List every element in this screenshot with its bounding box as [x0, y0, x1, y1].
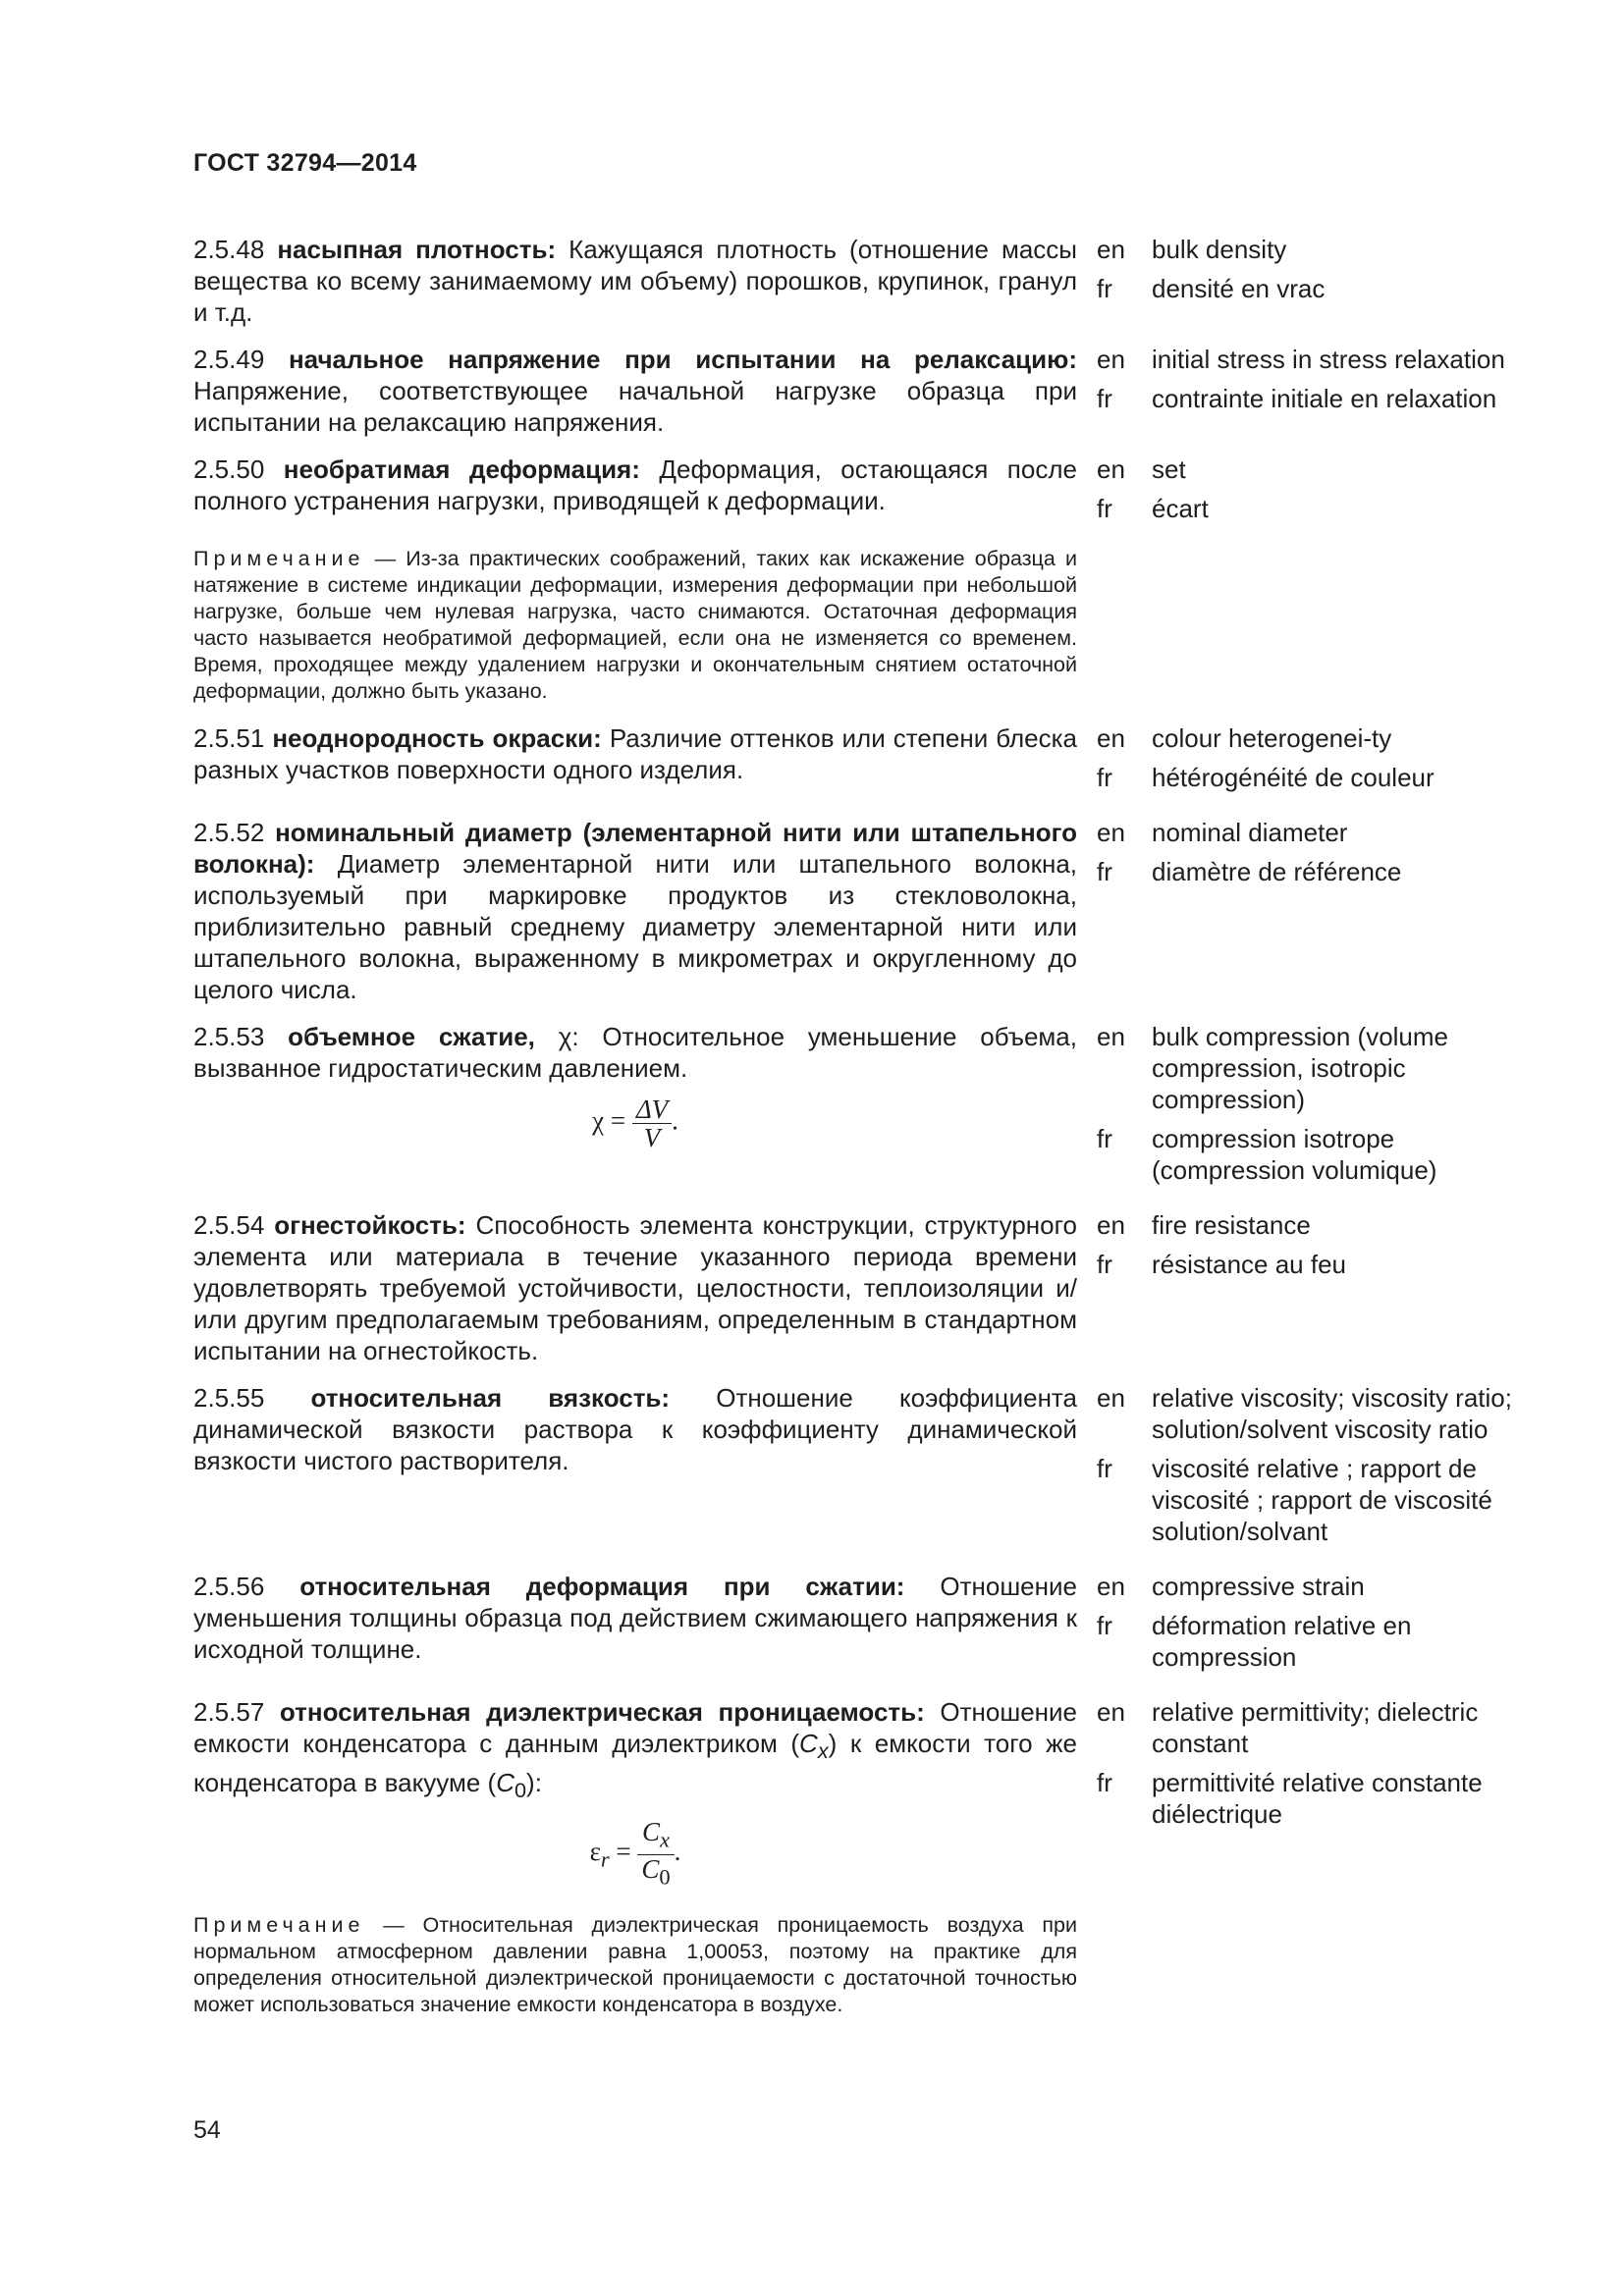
term-en: colour heterogenei-ty: [1152, 723, 1392, 753]
lang-en: en: [1097, 1572, 1125, 1601]
term-definition: [193, 722, 1077, 801]
term-number: 2.5.56: [193, 1572, 265, 1601]
term-entry-2-5-54: [193, 1209, 1529, 1366]
translations: [1097, 1696, 1529, 1898]
term-entry-2-5-52: [193, 817, 1529, 1005]
translations: [1097, 454, 1529, 532]
term-title: относительная деформация при сжатии:: [299, 1572, 905, 1601]
term-entry-2-5-50: [193, 454, 1529, 532]
translations: [1097, 344, 1529, 438]
document-header: ГОСТ 32794—2014: [193, 149, 417, 177]
term-number: 2.5.50: [193, 454, 265, 484]
term-text: Способность элемента конструкции, структурного элемента или материала в течение указанного периода времени удовлетворять требуемой устойчивости, целостности, теплоизоляции и/или другим предполагаемым требованиям, определенным в стандартном испытании на огнестойкость.: [193, 1210, 1077, 1365]
term-title: насыпная плотность:: [277, 235, 557, 264]
term-title: неоднородность окраски:: [272, 723, 602, 753]
term-entry-2-5-51: [193, 722, 1529, 801]
term-text: Отношение уменьшения толщины образца под действием сжимающего напряжения к исходной толщине.: [193, 1572, 1077, 1664]
term-en: bulk density: [1152, 235, 1287, 264]
term-entry-2-5-55: [193, 1382, 1529, 1555]
term-number: 2.5.52: [193, 818, 265, 847]
term-number: 2.5.53: [193, 1022, 265, 1051]
translations: [1097, 1571, 1529, 1681]
lang-en: en: [1097, 235, 1125, 264]
symbol-c: C: [496, 1768, 514, 1798]
term-number: 2.5.57: [193, 1697, 265, 1727]
lang-fr: fr: [1097, 1611, 1112, 1640]
symbol-sub-x: x: [817, 1738, 829, 1764]
term-text-c: ):: [526, 1768, 542, 1798]
term-entry-2-5-49: [193, 344, 1529, 438]
lang-fr: fr: [1097, 857, 1112, 886]
term-number: 2.5.51: [193, 723, 265, 753]
term-number: 2.5.55: [193, 1383, 265, 1413]
term-title: номинальный диаметр (элементарной нити или штапельного волокна):: [193, 818, 1077, 879]
lang-fr: fr: [1097, 274, 1112, 303]
formula-denominator-symbol: C: [641, 1853, 660, 1884]
translations: [1097, 1382, 1529, 1555]
lang-fr: fr: [1097, 1250, 1112, 1279]
note-label: Примечание: [193, 547, 365, 570]
term-definition: 2.5.53 объемное сжатие, χ: Относительное уменьшение объема, вызванное гидростатическим давлением. χ = $\frac{\Delta V}{V}$ .: [193, 1022, 1077, 1152]
term-entry-2-5-48: [193, 234, 1529, 328]
term-number: 2.5.49: [193, 345, 265, 374]
term-en: set: [1152, 454, 1186, 484]
term-fr: déformation relative en compression: [1152, 1611, 1412, 1672]
lang-en: en: [1097, 345, 1125, 374]
lang-fr: fr: [1097, 1768, 1112, 1797]
term-definition: [193, 1382, 1077, 1555]
term-fr: permittivité relative constante diélectrique: [1152, 1768, 1483, 1829]
term-text: Относительное уменьшение объема, вызванное гидростатическим давлением.: [193, 1022, 1077, 1083]
term-entry-2-5-57: [193, 1696, 1529, 1898]
formula-equals: =: [616, 1837, 631, 1867]
formula-lhs-sub: r: [600, 1846, 610, 1872]
lang-fr: fr: [1097, 384, 1112, 413]
term-title: относительная диэлектрическая проницаемость:: [279, 1697, 925, 1727]
note-2-5-50: [193, 546, 1077, 705]
term-entry-2-5-56: [193, 1571, 1529, 1681]
term-en: relative permittivity; dielectric constant: [1152, 1697, 1479, 1758]
term-definition: [193, 1571, 1077, 1681]
formula-volume-compression: χ = $\frac{\Delta V}{V}$ .: [592, 1095, 678, 1152]
translations: [1097, 1209, 1529, 1366]
lang-fr: fr: [1097, 1454, 1112, 1483]
term-en: initial stress in stress relaxation: [1152, 345, 1505, 374]
lang-en: en: [1097, 1383, 1125, 1413]
term-text: Деформация, остающаяся после полного устранения нагрузки, приводящей к деформации.: [193, 454, 1077, 515]
term-definition: [193, 817, 1077, 1005]
term-definition: [193, 454, 1077, 532]
term-number: 2.5.48: [193, 235, 265, 264]
term-title: начальное напряжение при испытании на релаксацию:: [288, 345, 1077, 374]
term-entry-2-5-53: [193, 1021, 1529, 1194]
term-fr: hétérogénéité de couleur: [1152, 763, 1435, 792]
term-text: Напряжение, соответствующее начальной нагрузке образца при испытании на релаксацию напряжения.: [193, 376, 1077, 437]
term-definition: [193, 344, 1077, 438]
formula-numerator: ΔV: [632, 1095, 672, 1124]
lang-en: en: [1097, 1697, 1125, 1727]
term-en: bulk compression (volume compression, isotropic compression): [1152, 1022, 1449, 1114]
lang-en: en: [1097, 454, 1125, 484]
term-text: Отношение коэффициента динамической вязкости раствора к коэффициенту динамической вязкости чистого растворителя.: [193, 1383, 1078, 1475]
terms-list: [193, 234, 1529, 2022]
term-title: относительная вязкость:: [310, 1383, 671, 1413]
term-text-a: Отношение емкости конденсатора с данным диэлектриком (: [193, 1697, 1078, 1758]
term-text: Диаметр элементарной нити или штапельного волокна, используемый при маркировке продуктов из стекловолокна, приблизительно равный среднему диаметру элементарной нити или штапельного волокна, выраженному в микрометрах и округленному до целого числа.: [193, 849, 1077, 1004]
formula-permittivity: $\varepsilon_r$ = $\frac{C_x}{C_0}$ .: [589, 1817, 681, 1890]
term-en: nominal diameter: [1152, 818, 1348, 847]
formula-numerator: [637, 1818, 674, 1854]
term-fr: compression isotrope (compression volumique): [1152, 1124, 1437, 1185]
formula-denominator-sub: 0: [659, 1864, 671, 1890]
translations: [1097, 722, 1529, 801]
formula-denominator: [637, 1855, 674, 1891]
formula-lhs: ε: [589, 1837, 601, 1867]
note-text: — Из-за практических соображений, таких как искажение образца и натяжение в системе индикации деформации, измерения деформации при небольшой нагрузке, больше чем нулевая нагрузка, часто снимаются. Остаточная деформация часто называется необратимой деформацией, если она не изменяется со временем. Время, проходящее между удалением нагрузки и окончательным снятием остаточной деформации, должно быть указано.: [193, 547, 1077, 703]
term-definition: [193, 234, 1077, 328]
note-text: — Относительная диэлектрическая проницаемость воздуха при нормальном атмосферном давлении равна 1,00053, поэтому на практике для определения относительной диэлектрической проницаемости с достаточной точностью может использоваться значение емкости конденсатора в воздухе.: [193, 1913, 1077, 2017]
page-number: 54: [193, 2116, 221, 2144]
lang-fr: fr: [1097, 494, 1112, 523]
lang-en: en: [1097, 1210, 1125, 1240]
term-text: Кажущаяся плотность (отношение массы вещества ко всему занимаемому им объему) порошков, крупинок, гранул и т.д.: [193, 235, 1077, 327]
term-fr: contrainte initiale en relaxation: [1152, 384, 1497, 413]
symbol-c: C: [799, 1729, 818, 1758]
term-definition: [193, 1209, 1077, 1366]
lang-en: en: [1097, 818, 1125, 847]
term-text-b: ) к емкости того же конденсатора в вакууме (: [193, 1729, 1077, 1798]
formula-fraction: [632, 1095, 672, 1151]
term-fr: densité en vrac: [1152, 274, 1326, 303]
note-label: Примечание: [193, 1913, 365, 1938]
translations: [1097, 1021, 1529, 1194]
symbol-sub-0: 0: [514, 1778, 527, 1803]
formula-denominator: V: [643, 1123, 661, 1152]
term-en: relative viscosity; viscosity ratio; solution/solvent viscosity ratio: [1152, 1383, 1512, 1444]
term-title: огнестойкость:: [274, 1210, 466, 1240]
lang-fr: fr: [1097, 763, 1112, 792]
term-en: compressive strain: [1152, 1572, 1365, 1601]
term-en: fire resistance: [1152, 1210, 1311, 1240]
translations: [1097, 817, 1529, 1005]
formula-numerator-sub: x: [660, 1827, 671, 1852]
term-symbol: χ: [558, 1022, 572, 1051]
term-fr: diamètre de référence: [1152, 857, 1402, 886]
term-text: Различие оттенков или степени блеска разных участков поверхности одного изделия.: [193, 723, 1077, 784]
term-fr: viscosité relative ; rapport de viscosité ; rapport de viscosité solution/solvant: [1152, 1454, 1492, 1546]
lang-en: en: [1097, 1022, 1125, 1051]
term-fr: écart: [1152, 494, 1209, 523]
formula-fraction: [637, 1818, 674, 1891]
term-definition: [193, 1696, 1077, 1898]
lang-fr: fr: [1097, 1124, 1112, 1153]
lang-en: en: [1097, 723, 1125, 753]
formula-numerator-symbol: C: [642, 1817, 661, 1847]
term-number: 2.5.54: [193, 1210, 265, 1240]
translations: [1097, 234, 1529, 328]
term-fr: résistance au feu: [1152, 1250, 1347, 1279]
term-title: необратимая деформация:: [283, 454, 640, 484]
note-2-5-57: [193, 1912, 1077, 2018]
term-title: объемное сжатие,: [288, 1022, 535, 1051]
formula-lhs: χ =: [592, 1105, 626, 1136]
